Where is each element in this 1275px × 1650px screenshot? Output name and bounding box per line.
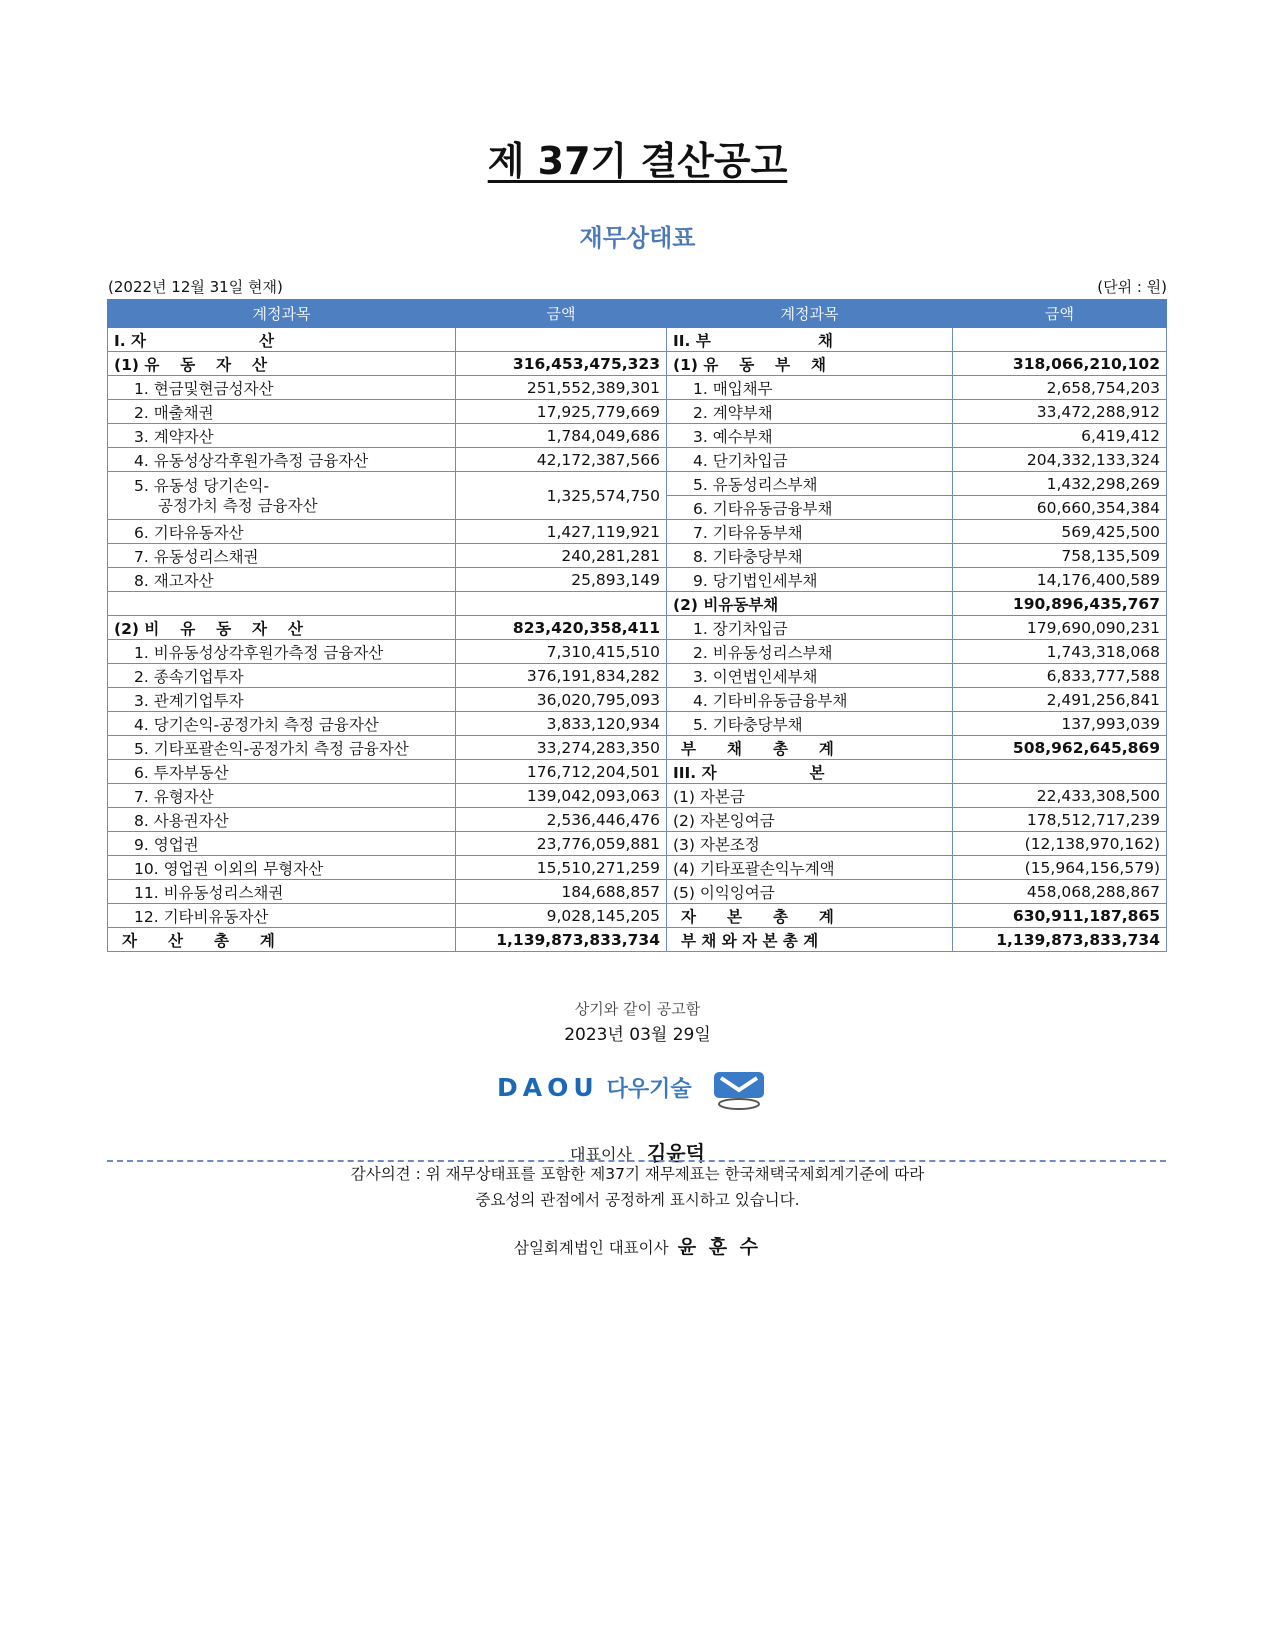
amount-cell: 23,776,059,881 [456, 832, 667, 856]
account-cell: 4. 기타비유동금융부채 [667, 688, 953, 712]
amount-cell: 17,925,779,669 [456, 400, 667, 424]
amount-cell: 3,833,120,934 [456, 712, 667, 736]
amount-cell: 25,893,149 [456, 568, 667, 592]
statement-subtitle: 재무상태표 [579, 224, 696, 252]
total-assets-label: 자 산 총 계 [108, 928, 456, 952]
total-equity-amount: 630,911,187,865 [953, 904, 1167, 928]
table-row [108, 352, 1167, 376]
amount-cell: 9,028,145,205 [456, 904, 667, 928]
amount-cell: 60,660,354,384 [953, 496, 1167, 520]
account-cell: 7. 유동성리스채권 [108, 544, 456, 568]
account-cell: 2. 계약부채 [667, 400, 953, 424]
amount-cell: 2,658,754,203 [953, 376, 1167, 400]
account-cell: 11. 비유동성리스채권 [108, 880, 456, 904]
table-row [108, 520, 1167, 544]
amount-cell [456, 328, 667, 352]
amount-cell: 316,453,475,323 [456, 352, 667, 376]
table-row [108, 736, 1167, 760]
announcement-date: 2023년 03월 29일 [564, 1025, 711, 1045]
amount-cell: (12,138,970,162) [953, 832, 1167, 856]
unit-label: (단위 : 원) [1097, 278, 1167, 296]
account-cell: 2. 비유동성리스부채 [667, 640, 953, 664]
amount-cell: 139,042,093,063 [456, 784, 667, 808]
amount-cell: 2,491,256,841 [953, 688, 1167, 712]
total-liabilities-equity-amount: 1,139,873,833,734 [953, 928, 1167, 952]
amount-cell: 758,135,509 [953, 544, 1167, 568]
amount-cell: 6,833,777,588 [953, 664, 1167, 688]
account-cell: 5. 기타포괄손익-공정가치 측정 금융자산 [108, 736, 456, 760]
account-cell: 3. 계약자산 [108, 424, 456, 448]
account-cell: 3. 이연법인세부채 [667, 664, 953, 688]
account-cell: (5) 이익잉여금 [667, 880, 953, 904]
table-row [108, 328, 1167, 352]
audit-opinion-line-1: 감사의견 : 위 재무상태표를 포함한 제37기 재무제표는 한국채택국제회계기준에 따라 [350, 1165, 925, 1183]
amount-cell [953, 328, 1167, 352]
col-header-account: 계정과목 [667, 300, 953, 328]
table-row [108, 616, 1167, 640]
account-cell: 9. 당기법인세부채 [667, 568, 953, 592]
account-line-2: 공정가치 측정 금융자산 [158, 496, 318, 515]
account-cell [108, 592, 456, 616]
amount-cell: 42,172,387,566 [456, 448, 667, 472]
logo-wordmark-kr: 다우기술 [606, 1077, 692, 1102]
account-cell: 9. 영업권 [108, 832, 456, 856]
account-cell: 3. 예수부채 [667, 424, 953, 448]
amount-cell: 137,993,039 [953, 712, 1167, 736]
col-header-account: 계정과목 [108, 300, 456, 328]
table-row [108, 808, 1167, 832]
account-cell: 3. 관계기업투자 [108, 688, 456, 712]
account-cell: 6. 기타유동자산 [108, 520, 456, 544]
account-cell: 5. 기타충당부채 [667, 712, 953, 736]
amount-cell: 176,712,204,501 [456, 760, 667, 784]
total-liabilities-label: 부 채 총 계 [667, 736, 953, 760]
amount-cell: 184,688,857 [456, 880, 667, 904]
account-cell: (4) 기타포괄손익누계액 [667, 856, 953, 880]
amount-cell: 204,332,133,324 [953, 448, 1167, 472]
amount-cell: 36,020,795,093 [456, 688, 667, 712]
account-cell: 7. 유형자산 [108, 784, 456, 808]
table-row [108, 712, 1167, 736]
table-row [108, 544, 1167, 568]
account-cell: 2. 종속기업투자 [108, 664, 456, 688]
table-row [108, 928, 1167, 952]
account-cell: (3) 자본조정 [667, 832, 953, 856]
as-of-date: (2022년 12월 31일 현재) [108, 278, 283, 296]
total-assets-amount: 1,139,873,833,734 [456, 928, 667, 952]
amount-cell: 33,274,283,350 [456, 736, 667, 760]
amount-cell: 1,427,119,921 [456, 520, 667, 544]
total-equity-label: 자 본 총 계 [667, 904, 953, 928]
col-header-amount: 금액 [953, 300, 1167, 328]
account-cell: 1. 매입채무 [667, 376, 953, 400]
auditor-label: 삼일회계법인 대표이사 [513, 1239, 669, 1257]
amount-cell: 190,896,435,767 [953, 592, 1167, 616]
account-cell: (1) 자본금 [667, 784, 953, 808]
account-cell: 4. 당기손익-공정가치 측정 금융자산 [108, 712, 456, 736]
representative-name: 김윤덕 [646, 1141, 705, 1165]
amount-cell: 1,743,318,068 [953, 640, 1167, 664]
table-header-row [108, 300, 1167, 328]
logo-wordmark-en: DAOU [497, 1073, 599, 1102]
account-cell: 6. 투자부동산 [108, 760, 456, 784]
account-cell: 7. 기타유동부채 [667, 520, 953, 544]
amount-cell: 6,419,412 [953, 424, 1167, 448]
account-cell: 4. 유동성상각후원가측정 금융자산 [108, 448, 456, 472]
account-cell: 8. 재고자산 [108, 568, 456, 592]
account-cell [108, 472, 456, 520]
amount-cell: 569,425,500 [953, 520, 1167, 544]
table-row [108, 568, 1167, 592]
section-liabilities: II. 부 채 [667, 328, 953, 352]
table-row [108, 904, 1167, 928]
account-cell: 8. 기타충당부채 [667, 544, 953, 568]
account-cell: 1. 현금및현금성자산 [108, 376, 456, 400]
table-row [108, 640, 1167, 664]
section-assets: I. 자 산 [108, 328, 456, 352]
amount-cell: 1,784,049,686 [456, 424, 667, 448]
section-equity: III. 자 본 [667, 760, 953, 784]
account-cell: (1) 유 동 자 산 [108, 352, 456, 376]
account-cell: (1) 유 동 부 채 [667, 352, 953, 376]
account-cell: 1. 비유동성상각후원가측정 금융자산 [108, 640, 456, 664]
account-cell: (2) 비 유 동 자 산 [108, 616, 456, 640]
amount-cell: 1,325,574,750 [456, 472, 667, 520]
amount-cell: 33,472,288,912 [953, 400, 1167, 424]
table-row [108, 832, 1167, 856]
table-row [108, 880, 1167, 904]
account-cell: 6. 기타유동금융부채 [667, 496, 953, 520]
amount-cell [953, 760, 1167, 784]
auditor [0, 1232, 1275, 1259]
table-row [108, 424, 1167, 448]
account-cell: 2. 매출채권 [108, 400, 456, 424]
account-cell: 1. 장기차입금 [667, 616, 953, 640]
total-liabilities-amount: 508,962,645,869 [953, 736, 1167, 760]
account-cell: 12. 기타비유동자산 [108, 904, 456, 928]
amount-cell: 1,432,298,269 [953, 472, 1167, 496]
total-liabilities-equity-label: 부 채 와 자 본 총 계 [667, 928, 953, 952]
table-row [108, 856, 1167, 880]
account-cell: (2) 비유동부채 [667, 592, 953, 616]
amount-cell: 458,068,288,867 [953, 880, 1167, 904]
amount-cell: 2,536,446,476 [456, 808, 667, 832]
amount-cell: (15,964,156,579) [953, 856, 1167, 880]
table-row [108, 664, 1167, 688]
account-line-1: 5. 유동성 당기손익- [134, 476, 270, 495]
amount-cell: 14,176,400,589 [953, 568, 1167, 592]
amount-cell: 251,552,389,301 [456, 376, 667, 400]
amount-cell: 823,420,358,411 [456, 616, 667, 640]
amount-cell: 376,191,834,282 [456, 664, 667, 688]
representative-label: 대표이사 [570, 1145, 632, 1164]
account-cell: (2) 자본잉여금 [667, 808, 953, 832]
table-row [108, 472, 1167, 496]
table-row [108, 376, 1167, 400]
table-row [108, 448, 1167, 472]
amount-cell: 15,510,271,259 [456, 856, 667, 880]
account-cell: 8. 사용권자산 [108, 808, 456, 832]
auditor-name: 윤 훈 수 [677, 1236, 762, 1258]
amount-cell: 240,281,281 [456, 544, 667, 568]
balance-sheet-table [107, 299, 1167, 952]
account-cell: 5. 유동성리스부채 [667, 472, 953, 496]
company-seal-icon [712, 1071, 766, 1111]
table-row [108, 688, 1167, 712]
account-cell: 4. 단기차입금 [667, 448, 953, 472]
page-title: 제 37기 결산공고 [487, 139, 788, 183]
amount-cell: 7,310,415,510 [456, 640, 667, 664]
col-header-amount: 금액 [456, 300, 667, 328]
amount-cell: 318,066,210,102 [953, 352, 1167, 376]
table-row [108, 760, 1167, 784]
account-cell: 10. 영업권 이외의 무형자산 [108, 856, 456, 880]
amount-cell: 179,690,090,231 [953, 616, 1167, 640]
amount-cell [456, 592, 667, 616]
table-row [108, 592, 1167, 616]
audit-opinion-line-2: 중요성의 관점에서 공정하게 표시하고 있습니다. [475, 1191, 800, 1209]
amount-cell: 178,512,717,239 [953, 808, 1167, 832]
table-row [108, 400, 1167, 424]
announcement-note: 상기와 같이 공고함 [574, 1000, 701, 1018]
table-row [108, 784, 1167, 808]
amount-cell: 22,433,308,500 [953, 784, 1167, 808]
company-logo [497, 1072, 692, 1103]
